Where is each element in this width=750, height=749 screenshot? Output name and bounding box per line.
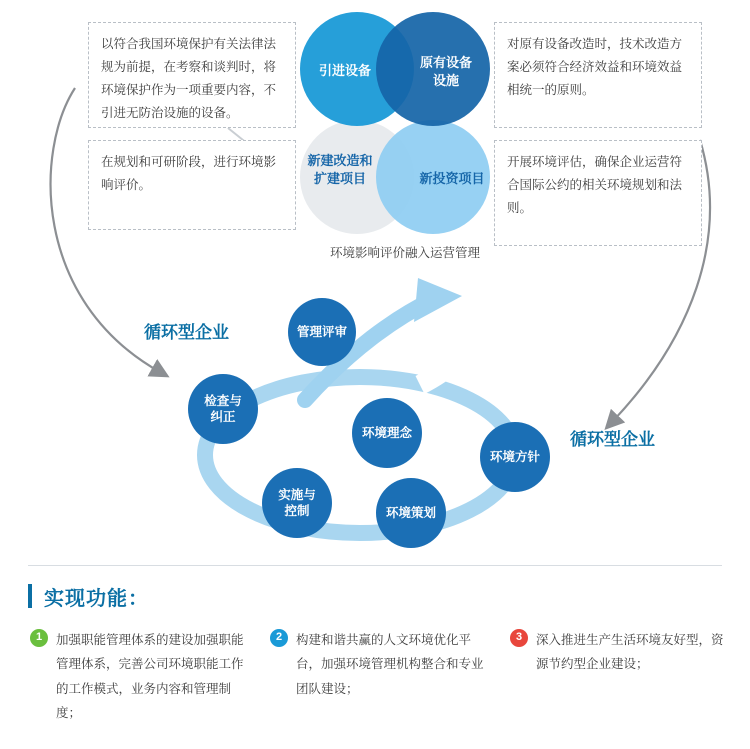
feature-item-1 <box>35 628 252 726</box>
note-top-right-text: 对原有设备改造时，技术改造方案必须符合经济效益和环境效益相统一的原则。 <box>507 37 683 98</box>
venn-label-new-investment: 新投资项目 <box>419 171 485 186</box>
section-accent-bar <box>28 584 32 608</box>
cycle-caption-right: 循环型企业 <box>570 430 655 449</box>
venn-label-rebuild-expand: 新建改造和 扩建项目 <box>307 153 373 186</box>
cycle-node-implement-control[interactable]: 实施与 控制 <box>262 468 332 538</box>
cycle-node-env-policy[interactable]: 环境方针 <box>480 422 550 492</box>
note-bottom-left-text: 在规划和可研阶段，进行环境影响评价。 <box>101 155 277 193</box>
feature-text-2: 构建和谐共赢的人文环境优化平台，加强环境管理机构整合和专业团队建设； <box>296 633 484 696</box>
note-bottom-left <box>88 140 296 230</box>
cycle-node-check-correct[interactable]: 检查与 纠正 <box>188 374 258 444</box>
note-bottom-right-text: 开展环境评估，确保企业运营符合国际公约的相关环境规划和法则。 <box>507 155 683 216</box>
venn-caption: 环境影响评价融入运营管理 <box>329 246 480 260</box>
cycle-node-env-planning[interactable]: 环境策划 <box>376 478 446 548</box>
feature-number-2: 2 <box>270 629 288 647</box>
feature-text-3: 深入推进生产生活环境友好型，资源节约型企业建设； <box>536 633 724 672</box>
feature-number-1: 1 <box>30 629 48 647</box>
cycle-node-env-concept[interactable]: 环境理念 <box>352 398 422 468</box>
venn-label-existing-equipment: 原有设备 设施 <box>419 55 472 88</box>
feature-item-3 <box>515 628 732 677</box>
section-title: 实现功能： <box>44 588 149 610</box>
note-bottom-right <box>494 140 702 246</box>
section-divider <box>28 565 722 566</box>
venn-label-intro-equipment: 引进设备 <box>318 63 371 78</box>
note-top-left-text: 以符合我国环境保护有关法律法规为前提，在考察和谈判时，将环境保护作为一项重要内容，不引进无防治设施的设备。 <box>101 37 277 121</box>
cycle-caption-left: 循环型企业 <box>144 323 229 342</box>
note-top-right <box>494 22 702 128</box>
feature-number-3: 3 <box>510 629 528 647</box>
feature-item-2 <box>275 628 492 701</box>
feature-text-1: 加强职能管理体系的建设加强职能管理体系，完善公司环境职能工作的工作模式，业务内容和管理制度； <box>56 633 244 721</box>
note-top-left <box>88 22 296 128</box>
venn-diagram <box>300 12 490 234</box>
cycle-diagram <box>140 270 670 550</box>
cycle-node-management-review[interactable]: 管理评审 <box>288 298 356 366</box>
